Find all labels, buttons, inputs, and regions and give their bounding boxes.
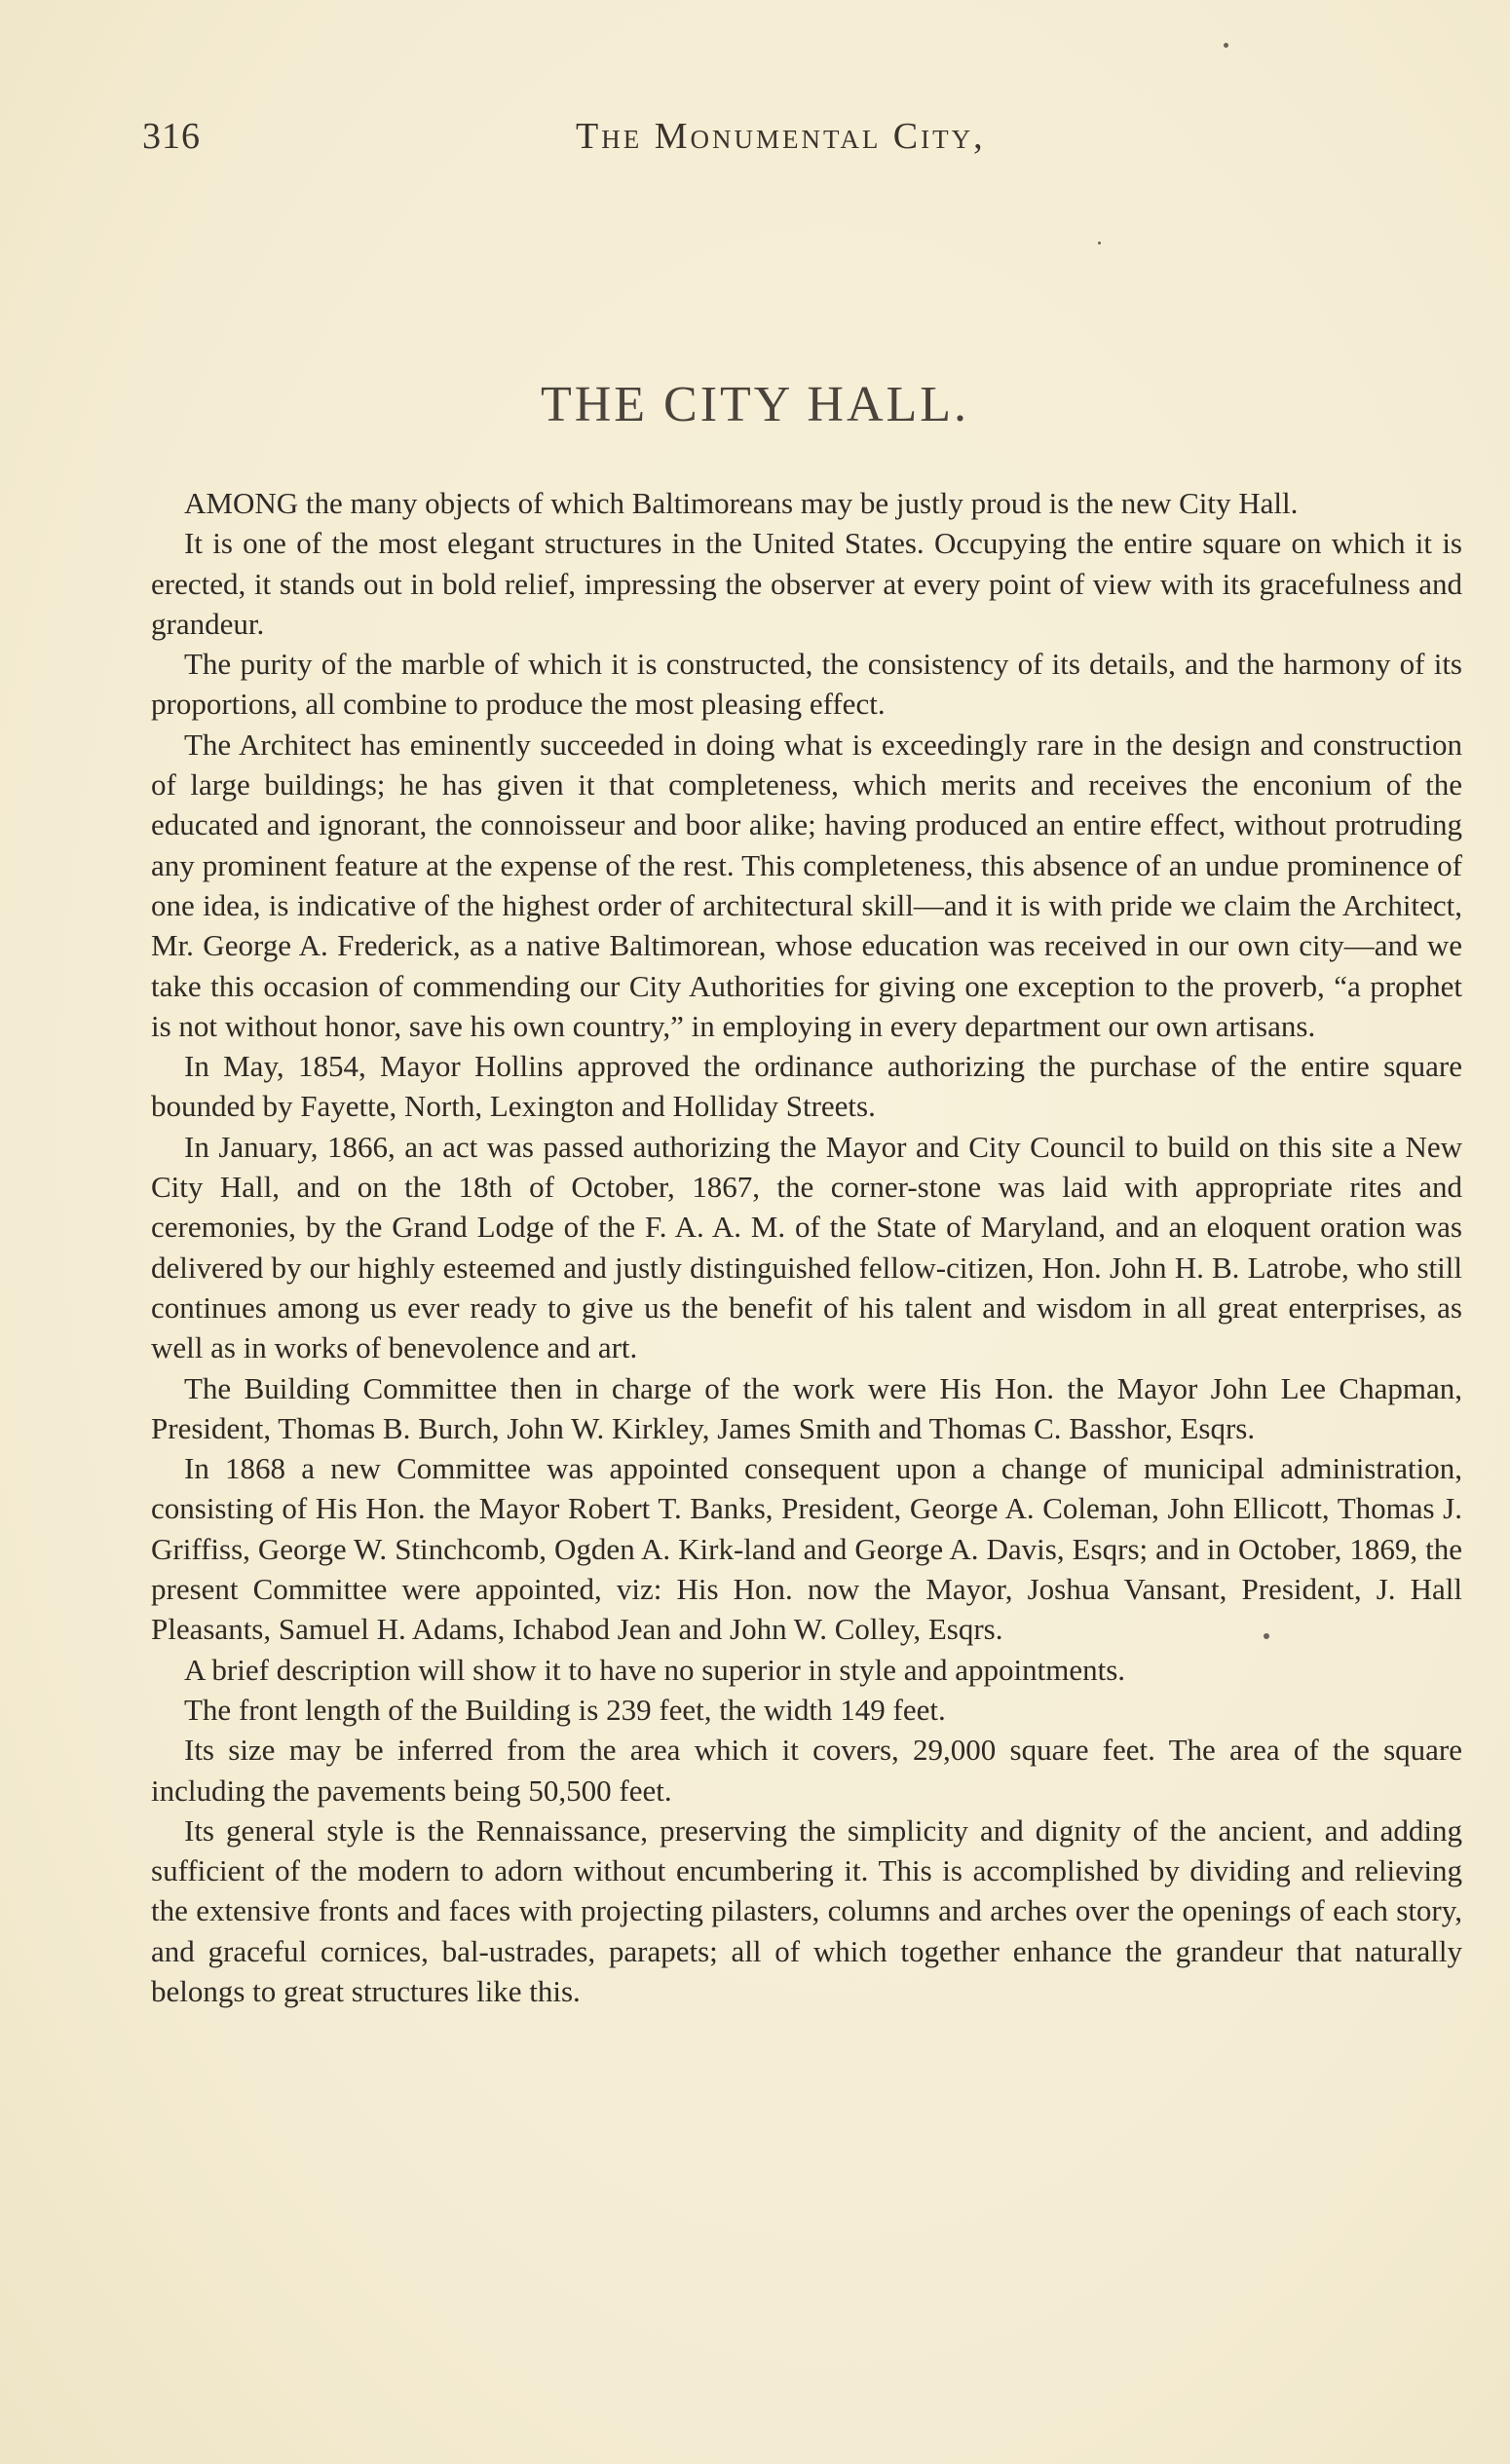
paragraph: The purity of the marble of which it is constructed, the consistency of its details, and the harmony of its proportions, all combine to produce the most pleasing effect. [151,647,1462,722]
paragraph: Its size may be inferred from the area which it covers, 29,000 square feet. The area of the square including the pavements being 50,500 feet. [151,1733,1462,1808]
paragraph: The Building Committee then in charge of the work were His Hon. the Mayor John Lee Chapman, President, Thomas B. Burch, John W. Kirkley, James Smith and Thomas C. Basshor, Esqrs. [151,1370,1462,1445]
paragraph: AMONG the many objects of which Baltimoreans may be justly proud is the new City Hall. [184,486,1299,520]
paragraph: Its general style is the Rennaissance, preserving the simplicity and dignity of the ancient, and adding sufficient of the modern to adorn without encumbering it. This is accomplished by dividing and relieving the extensive fronts and faces with projecting pilasters, columns and arches over the openings of each story, and graceful cornices, bal-ustrades, parapets; all of which together enhance the grandeur that naturally belongs to great structures like this. [151,1812,1462,2008]
page-number: 316 [142,116,201,157]
chapter-title: THE CITY HALL. [540,377,970,432]
paragraph: In January, 1866, an act was passed authorizing the Mayor and City Council to build on this site a New City Hall, and on the 18th of October, 1867, the corner-stone was laid with appropriate rites and ceremonies, by the Grand Lodge of the F. A. A. M. of the State of Maryland, and an eloquent oration was delivered by our highly esteemed and justly distinguished fellow-citizen, Hon. John H. B. Latrobe, who still continues among us ever ready to give us the benefit of his talent and wisdom in all great enterprises, as well as in works of benevolence and art. [151,1129,1462,1365]
paragraph: A brief description will show it to have no superior in style and appointments. [184,1652,1126,1687]
running-head [142,115,1467,173]
body-text [151,483,1462,2011]
running-title: The Monumental City, [576,116,986,157]
paragraph: The Architect has eminently succeeded in doing what is exceedingly rare in the design and construction of large buildings; he has given it that completeness, which merits and receives the enconium of the educated and ignorant, the connoisseur and boor alike; having produced an entire effect, without protruding any prominent feature at the expense of the rest. This completeness, this absence of an undue prominence of one idea, is indicative of the highest order of architectural skill—and it is with pride we claim the Architect, Mr. George A. Frederick, as a native Baltimorean, whose education was received in our own city—and we take this occasion of commending our City Authorities for giving one exception to the proverb, “a prophet is not without honor, save his own country,” in employing in every department our own artisans. [151,727,1462,1043]
paragraph: The front length of the Building is 239 feet, the width 149 feet. [184,1692,946,1727]
paragraph: In 1868 a new Committee was appointed consequent upon a change of municipal administration, consisting of His Hon. the Mayor Robert T. Banks, President, George A. Coleman, John Ellicott, Thomas J. Griffiss, George W. Stinchcomb, Ogden A. Kirk-land and George A. Davis, Esqrs; and in October, 1869, the present Committee were appointed, viz: His Hon. now the Mayor, Joshua Vansant, President, J. Hall Pleasants, Samuel H. Adams, Ichabod Jean and John W. Colley, Esqrs. [151,1451,1462,1647]
paragraph: In May, 1854, Mayor Hollins approved the ordinance authorizing the purchase of the entire square bounded by Fayette, North, Lexington and Holliday Streets. [151,1049,1462,1124]
paragraph: It is one of the most elegant structures in the United States. Occupying the entire square on which it is erected, it stands out in bold relief, impressing the observer at every point of view with its gracefulness and grandeur. [151,526,1462,641]
paper-speck [1224,43,1228,48]
paper-speck [1098,242,1101,244]
